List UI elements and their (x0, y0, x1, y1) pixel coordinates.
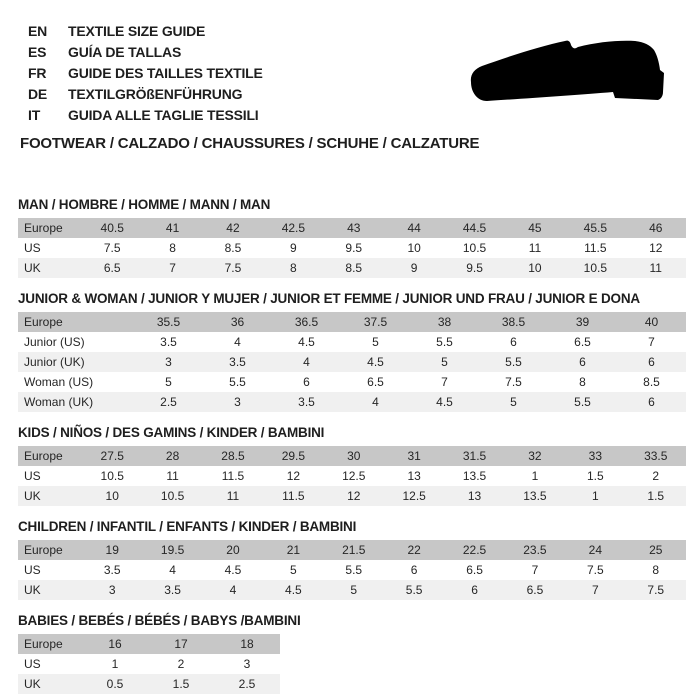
row-label: Europe (18, 446, 82, 466)
size-cell: 19.5 (142, 540, 202, 560)
size-cell: 45.5 (565, 218, 625, 238)
size-cell: 2.5 (134, 392, 203, 412)
size-cell: 6.5 (574, 335, 591, 349)
row-label: UK (18, 486, 82, 506)
size-cell: 12.5 (342, 469, 366, 483)
size-cell: 7.5 (103, 241, 121, 255)
language-code: FR (28, 65, 47, 81)
size-cell: 28.5 (203, 446, 263, 466)
table-row (18, 218, 686, 238)
size-cell: 12 (324, 486, 384, 506)
size-cell: 30 (324, 446, 384, 466)
row-label: UK (18, 258, 82, 278)
size-cell: 4.5 (224, 563, 242, 577)
size-cell: 40.5 (82, 218, 142, 238)
size-cell: 4 (169, 563, 176, 577)
size-cell: 13.5 (505, 486, 565, 506)
row-label: US (24, 469, 41, 483)
size-cell: 8 (579, 375, 586, 389)
size-cell: 13 (407, 469, 421, 483)
size-cell: 10.5 (565, 258, 625, 278)
size-cell: 6.5 (505, 580, 565, 600)
size-table (18, 312, 686, 412)
size-cell: 6.5 (367, 375, 384, 389)
size-cell: 4.5 (263, 580, 323, 600)
size-cell: 6 (410, 563, 418, 577)
size-table-section (18, 519, 685, 600)
table-title: BABIES / BEBÉS / BÉBÉS / BABYS /BAMBINI (18, 613, 301, 628)
size-cell: 11 (203, 486, 263, 506)
size-cell: 8.5 (324, 258, 384, 278)
size-cell: 16 (82, 634, 148, 654)
size-cell: 10.5 (142, 486, 202, 506)
size-cell: 6 (444, 580, 504, 600)
size-cell: 20 (203, 540, 263, 560)
row-label: Junior (UK) (18, 352, 134, 372)
table-row (18, 332, 686, 352)
size-cell: 4 (234, 335, 241, 349)
size-cell: 5 (165, 375, 172, 389)
size-cell: 29.5 (263, 446, 323, 466)
table-title: KIDS / NIÑOS / DES GAMINS / KINDER / BAMBINI (18, 425, 325, 440)
size-cell: 33 (565, 446, 625, 466)
size-cell: 41 (142, 218, 202, 238)
size-cell: 33.5 (626, 446, 686, 466)
header (0, 0, 700, 153)
size-cell: 6 (548, 352, 617, 372)
size-cell: 22 (384, 540, 444, 560)
row-label: US (24, 657, 41, 671)
size-cell: 8 (169, 241, 176, 255)
size-cell: 1 (111, 657, 119, 671)
size-cell: 7.5 (505, 375, 522, 389)
size-cell: 39 (548, 312, 617, 332)
table-row (18, 674, 280, 694)
size-cell: 6 (303, 375, 310, 389)
size-cell: 7 (648, 335, 655, 349)
row-label: Woman (UK) (18, 392, 134, 412)
size-cell: 5.5 (548, 392, 617, 412)
size-cell: 7 (142, 258, 202, 278)
row-label: Junior (US) (24, 335, 85, 349)
size-cell: 9 (290, 241, 297, 255)
table-row (18, 258, 686, 278)
size-cell: 5.5 (479, 352, 548, 372)
size-table (18, 634, 280, 694)
size-cell: 6.5 (466, 563, 483, 577)
table-row (18, 540, 686, 560)
size-cell: 5.5 (345, 563, 363, 577)
language-row (28, 105, 700, 126)
size-cell: 45 (505, 218, 565, 238)
size-cell: 18 (214, 634, 280, 654)
size-cell: 3.5 (160, 335, 177, 349)
size-cell: 5 (290, 563, 297, 577)
row-label: Europe (18, 312, 134, 332)
size-cell: 2.5 (214, 674, 280, 694)
size-cell: 1 (531, 469, 539, 483)
size-cell: 10 (407, 241, 421, 255)
size-cell: 21.5 (324, 540, 384, 560)
size-cell: 2 (652, 469, 660, 483)
size-cell: 46 (626, 218, 686, 238)
size-cell: 10.5 (462, 241, 487, 255)
size-cell: 10.5 (100, 469, 124, 483)
size-cell: 5.5 (436, 335, 453, 349)
size-cell: 8.5 (224, 241, 242, 255)
row-label: Europe (18, 634, 82, 654)
row-label: Europe (18, 540, 82, 560)
language-label: GUIDE DES TAILLES TEXTILE (68, 65, 263, 81)
language-code: ES (28, 44, 47, 60)
size-cell: 9 (384, 258, 444, 278)
size-cell: 7 (531, 563, 539, 577)
table-row (18, 580, 686, 600)
size-table-section (18, 613, 685, 694)
size-cell: 31 (384, 446, 444, 466)
size-cell: 8 (652, 563, 660, 577)
size-cell: 3 (203, 392, 272, 412)
size-cell: 4 (203, 580, 263, 600)
size-table-section (18, 291, 685, 412)
size-cell: 11.5 (584, 241, 607, 255)
size-cell: 43 (324, 218, 384, 238)
size-cell: 11 (626, 258, 686, 278)
size-cell: 21 (263, 540, 323, 560)
size-tables (18, 197, 685, 694)
row-label: Europe (18, 218, 82, 238)
size-cell: 11.5 (221, 469, 245, 483)
size-cell: 22.5 (444, 540, 504, 560)
table-row (18, 372, 686, 392)
size-cell: 1.5 (586, 469, 604, 483)
table-row (18, 238, 686, 258)
size-cell: 38.5 (479, 312, 548, 332)
size-cell: 32 (505, 446, 565, 466)
size-cell: 11 (166, 469, 179, 483)
size-cell: 35.5 (134, 312, 203, 332)
size-cell: 44.5 (444, 218, 504, 238)
size-cell: 6 (617, 392, 686, 412)
size-cell: 2 (177, 657, 185, 671)
table-title: JUNIOR & WOMAN / JUNIOR Y MUJER / JUNIOR ET FEMME / JUNIOR UND FRAU / JUNIOR E DONA (18, 291, 640, 306)
size-cell: 5 (372, 335, 379, 349)
size-cell: 12 (286, 469, 301, 483)
size-cell: 28 (142, 446, 202, 466)
size-cell: 11 (528, 241, 542, 255)
language-code: EN (28, 23, 48, 39)
size-cell: 7 (565, 580, 625, 600)
table-row (18, 560, 686, 580)
size-cell: 36.5 (272, 312, 341, 332)
size-cell: 31.5 (444, 446, 504, 466)
size-cell: 3.5 (203, 352, 272, 372)
language-code: IT (28, 107, 41, 123)
size-table (18, 446, 686, 506)
row-label: Woman (US) (24, 375, 94, 389)
size-cell: 7.5 (626, 580, 686, 600)
size-cell: 3 (243, 657, 251, 671)
language-row (28, 21, 700, 42)
table-row (18, 634, 280, 654)
table-row (18, 446, 686, 466)
size-cell: 9.5 (345, 241, 363, 255)
size-cell: 12 (649, 241, 663, 255)
size-cell: 6 (617, 352, 686, 372)
language-code: DE (28, 86, 48, 102)
size-cell: 6.5 (82, 258, 142, 278)
size-table (18, 218, 686, 278)
row-label: US (24, 241, 41, 255)
size-cell: 17 (148, 634, 214, 654)
size-cell: 4.5 (341, 352, 410, 372)
language-label: TEXTILE SIZE GUIDE (68, 23, 206, 39)
size-cell: 19 (82, 540, 142, 560)
size-cell: 3.5 (272, 392, 341, 412)
size-cell: 36 (203, 312, 272, 332)
size-table-section (18, 197, 685, 278)
size-cell: 3 (134, 352, 203, 372)
size-cell: 27.5 (82, 446, 142, 466)
size-cell: 6 (510, 335, 517, 349)
size-cell: 11.5 (263, 486, 323, 506)
size-cell: 5.5 (384, 580, 444, 600)
size-cell: 7.5 (586, 563, 604, 577)
size-cell: 44 (384, 218, 444, 238)
size-cell: 9.5 (444, 258, 504, 278)
size-cell: 38 (410, 312, 479, 332)
size-cell: 5 (410, 352, 479, 372)
size-cell: 4 (341, 392, 410, 412)
table-title: CHILDREN / INFANTIL / ENFANTS / KINDER / BAMBINI (18, 519, 357, 534)
size-cell: 0.5 (82, 674, 148, 694)
size-cell: 4.5 (298, 335, 315, 349)
language-label: TEXTILGRÖßENFÜHRUNG (68, 86, 243, 102)
table-row (18, 392, 686, 412)
table-row (18, 312, 686, 332)
size-cell: 40 (617, 312, 686, 332)
size-cell: 13 (444, 486, 504, 506)
size-cell: 10 (505, 258, 565, 278)
table-row (18, 486, 686, 506)
size-cell: 4 (272, 352, 341, 372)
size-cell: 1.5 (148, 674, 214, 694)
size-cell: 5.5 (229, 375, 246, 389)
size-cell: 3 (82, 580, 142, 600)
size-cell: 1 (565, 486, 625, 506)
size-cell: 24 (565, 540, 625, 560)
size-cell: 7 (441, 375, 448, 389)
table-row (18, 352, 686, 372)
size-cell: 37.5 (341, 312, 410, 332)
size-cell: 5 (479, 392, 548, 412)
size-cell: 4.5 (410, 392, 479, 412)
row-label: UK (18, 674, 82, 694)
row-label: UK (18, 580, 82, 600)
table-row (18, 654, 280, 674)
size-cell: 3.5 (142, 580, 202, 600)
size-table-section (18, 425, 685, 506)
size-cell: 1.5 (626, 486, 686, 506)
size-cell: 25 (626, 540, 686, 560)
size-cell: 8.5 (643, 375, 660, 389)
table-row (18, 466, 686, 486)
size-cell: 8 (263, 258, 323, 278)
size-cell: 42 (203, 218, 263, 238)
language-label: GUIDA ALLE TAGLIE TESSILI (68, 107, 259, 123)
size-cell: 23.5 (505, 540, 565, 560)
row-label: US (24, 563, 41, 577)
size-cell: 12.5 (384, 486, 444, 506)
size-cell: 3.5 (103, 563, 121, 577)
size-cell: 5 (324, 580, 384, 600)
size-cell: 13.5 (462, 469, 487, 483)
dress-shoe-icon (468, 40, 666, 104)
language-label: GUÍA DE TALLAS (68, 44, 182, 60)
size-cell: 42.5 (263, 218, 323, 238)
size-table (18, 540, 686, 600)
category-title: FOOTWEAR / CALZADO / CHAUSSURES / SCHUHE / CALZATURE (20, 135, 480, 152)
size-cell: 7.5 (203, 258, 263, 278)
table-title: MAN / HOMBRE / HOMME / MANN / MAN (18, 197, 271, 212)
size-cell: 10 (82, 486, 142, 506)
